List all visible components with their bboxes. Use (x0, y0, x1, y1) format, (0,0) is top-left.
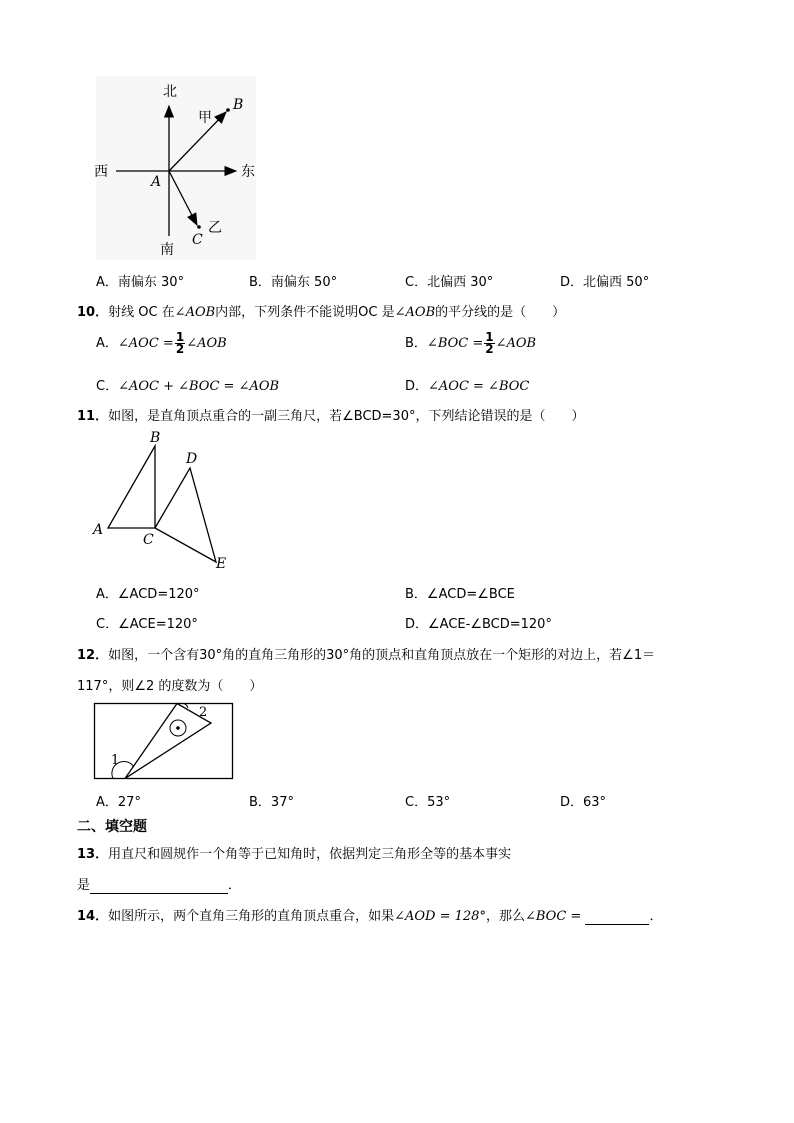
q14-answer-blank[interactable] (585, 909, 649, 925)
section-title: 二、填空题 (77, 819, 147, 835)
q14-stem: 14．如图所示，两个直角三角形的直角顶点重合，如果∠AOD = 128°，那么∠BOC = ． (77, 909, 663, 924)
q9-option-a[interactable]: A．南偏东 30° (96, 275, 185, 290)
q11-option-d[interactable]: D．∠ACE-∠BCD=120° (405, 617, 552, 632)
q13-stem-line1: 13．用直尺和圆规作一个角等于已知角时，依据判定三角形全等的基本事实 (77, 847, 512, 862)
q14-number: 14． (77, 909, 109, 924)
q9-compass-figure (86, 76, 276, 266)
q12-option-b[interactable]: B．37° (249, 795, 294, 810)
q10-option-a[interactable]: A．∠AOC = $\frac{1}{2}$ ∠AOB (96, 330, 227, 356)
q11-option-a[interactable]: A．∠ACD=120° (96, 587, 200, 602)
q12-option-a[interactable]: A．27° (96, 795, 141, 810)
q11-option-b[interactable]: B．∠ACD=∠BCE (405, 587, 515, 602)
q10-option-b[interactable]: B．∠BOC = $\frac{1}{2}$ ∠AOB (405, 330, 537, 356)
q11-option-c[interactable]: C．∠ACE=120° (96, 617, 198, 632)
q10-number: 10． (77, 305, 109, 320)
q13-number: 13． (77, 847, 109, 862)
point-b-dot (226, 108, 230, 112)
q10-stem: 10．射线 OC 在∠AOB内部，下列条件不能说明OC 是∠AOB的平分线的是（ ） (77, 305, 566, 320)
point-b-label: B (233, 97, 244, 113)
q11-number: 11． (77, 409, 109, 424)
q12-number: 12． (77, 648, 109, 663)
west-label: 西 (94, 164, 108, 180)
q9-option-c[interactable]: C．北偏西 30° (405, 275, 494, 290)
south-label: 南 (160, 242, 174, 258)
q10-option-c[interactable]: C．∠AOC + ∠BOC = ∠AOB (96, 379, 280, 394)
point-c-label: C (143, 532, 154, 548)
point-c-dot (197, 225, 201, 229)
point-d-label: D (186, 451, 198, 467)
fraction-one-half: $\frac{1}{2}$ (175, 330, 185, 356)
fraction-one-half: $\frac{1}{2}$ (485, 330, 494, 356)
q13-stem-line2: 是 ． (77, 878, 242, 893)
ruler-hole-dot (176, 726, 180, 730)
q12-stem-line2: 117°，则∠2 的度数为（ ） (77, 679, 263, 694)
q10-option-d[interactable]: D．∠AOC = ∠BOC (405, 379, 530, 394)
q12-stem-line1: 12．如图，一个含有30°角的直角三角形的30°角的顶点和直角顶点放在一个矩形的对边上，若∠1＝ (77, 648, 656, 663)
q9-option-b[interactable]: B．南偏东 50° (249, 275, 338, 290)
q12-option-c[interactable]: C．53° (405, 795, 451, 810)
north-label: 北 (163, 84, 177, 100)
yi-label: 乙 (208, 220, 222, 236)
q12-option-d[interactable]: D．63° (560, 795, 607, 810)
point-e-label: E (216, 556, 227, 572)
q13-answer-blank[interactable] (90, 878, 228, 894)
q9-option-d[interactable]: D．北偏西 50° (560, 275, 650, 290)
point-a-label: A (93, 522, 104, 538)
triangle-dce (155, 468, 216, 562)
point-a-label: A (151, 174, 162, 190)
east-label: 东 (241, 164, 255, 180)
angle1-label: 1 (111, 753, 120, 768)
point-c-label: C (192, 232, 203, 248)
jia-label: 甲 (198, 110, 212, 126)
q12-rectangle-figure (93, 702, 237, 782)
q11-triangles-figure (88, 428, 238, 576)
point-b-label: B (150, 430, 161, 446)
q11-stem: 11．如图，是直角顶点重合的一副三角尺，若∠BCD=30°，下列结论错误的是（ ） (77, 409, 585, 424)
q9-figure-background (96, 76, 256, 260)
angle2-label: 2 (199, 705, 208, 720)
triangle-abc (108, 446, 155, 528)
